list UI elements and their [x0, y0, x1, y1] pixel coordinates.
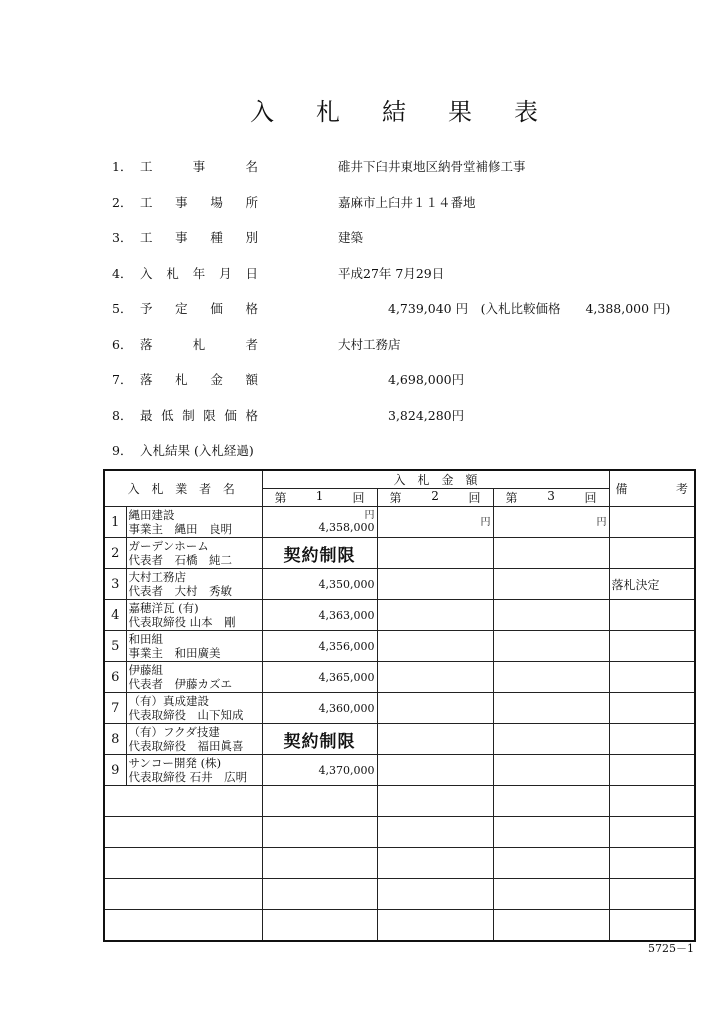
- empty-row: [104, 786, 695, 817]
- round-2-amount: [377, 538, 493, 569]
- round-3-amount: [493, 755, 609, 786]
- table-row: [104, 693, 695, 724]
- round-1-amount: 契約制限: [262, 724, 377, 755]
- table-row: [104, 755, 695, 786]
- table-row: [104, 724, 695, 755]
- header-bidder-name: 入 札 業 者 名: [104, 470, 262, 507]
- round-2-amount: [377, 569, 493, 600]
- info-item-number: 6．: [112, 336, 133, 352]
- info-item-label: 工 事 場 所: [140, 194, 258, 210]
- empty-cell: [493, 910, 609, 941]
- empty-cell: [493, 848, 609, 879]
- info-item: [112, 299, 712, 335]
- info-item-number: 2．: [112, 194, 133, 210]
- info-item-value: 4,698,000円: [338, 372, 465, 387]
- round-1-amount: 4,370,000: [262, 755, 377, 786]
- empty-cell: [493, 817, 609, 848]
- bidder-name: 縄田建設 事業主 縄田 良明: [126, 507, 262, 538]
- empty-row: [104, 848, 695, 879]
- round-3-amount: [493, 631, 609, 662]
- table-row: [104, 600, 695, 631]
- empty-cell: [493, 879, 609, 910]
- info-item-label: 工 事 名: [140, 159, 258, 174]
- empty-cell: [262, 817, 377, 848]
- empty-cell: [377, 848, 493, 879]
- round-3-amount: [493, 693, 609, 724]
- info-item-number: 1．: [112, 159, 133, 174]
- round-3-amount: [493, 662, 609, 693]
- info-item-label: 工 事 種 別: [140, 230, 258, 245]
- remarks: [609, 631, 695, 662]
- bidder-name: 和田組 事業主 和田廣美: [126, 631, 262, 662]
- info-item: [112, 335, 712, 371]
- info-item-label: 入札結果 (入札経過): [140, 443, 254, 458]
- info-item-value: 建築: [338, 230, 364, 245]
- remarks: [609, 600, 695, 631]
- remarks: [609, 755, 695, 786]
- header-remarks: [609, 470, 695, 507]
- bidder-name: 嘉穂洋瓦 (有) 代表取締役 山本 剛: [126, 600, 262, 631]
- round-1-amount: 契約制限: [262, 538, 377, 569]
- page-code: 5725－1: [648, 942, 694, 955]
- table-row: [104, 631, 695, 662]
- document-title: 入札結果表: [250, 98, 580, 126]
- table-row: [104, 538, 695, 569]
- empty-cell: [104, 817, 262, 848]
- header-remarks-2: 考: [676, 482, 689, 496]
- info-item: [112, 228, 712, 264]
- empty-cell: [609, 879, 695, 910]
- table-row: [104, 507, 695, 538]
- info-item-number: 3．: [112, 230, 133, 245]
- empty-cell: [493, 786, 609, 817]
- row-number: 1: [104, 507, 126, 538]
- round-2-amount: 円: [377, 507, 493, 538]
- row-number: 6: [104, 662, 126, 693]
- remarks: 落札決定: [609, 569, 695, 600]
- row-number: 4: [104, 600, 126, 631]
- bidder-name: （有）真成建設 代表取締役 山下知成: [126, 693, 262, 724]
- info-item-label: 予 定 価 格: [140, 301, 258, 316]
- round-3-amount: 円: [493, 507, 609, 538]
- round-1-amount: 4,350,000: [262, 569, 377, 600]
- info-item-value: 3,824,280円: [338, 407, 465, 423]
- info-item: [112, 370, 712, 406]
- round-2-amount: [377, 631, 493, 662]
- empty-cell: [609, 817, 695, 848]
- info-item-value: 大村工務店: [338, 336, 401, 352]
- info-item-label: 落 札 者: [140, 336, 258, 352]
- info-item-label: 落 札 金 額: [140, 372, 258, 387]
- remarks: [609, 507, 695, 538]
- info-item-number: 5．: [112, 301, 133, 316]
- bidder-name: サンコー開発 (株) 代表取締役 石井 広明: [126, 755, 262, 786]
- info-item-number: 9．: [112, 443, 133, 458]
- table-row: [104, 662, 695, 693]
- bid-results-table: [103, 469, 696, 942]
- row-number: 7: [104, 693, 126, 724]
- info-item-number: 7．: [112, 372, 133, 387]
- round-2-amount: [377, 662, 493, 693]
- remarks: [609, 662, 695, 693]
- round-2-amount: [377, 755, 493, 786]
- round-1-amount: 4,360,000: [262, 693, 377, 724]
- round-2-amount: [377, 600, 493, 631]
- round-3-amount: [493, 569, 609, 600]
- info-item-value: 嘉麻市上臼井１１４番地: [338, 194, 476, 210]
- empty-row: [104, 817, 695, 848]
- table-row: [104, 569, 695, 600]
- empty-cell: [377, 817, 493, 848]
- bidder-name: （有）フクダ技建 代表取締役 福田眞喜: [126, 724, 262, 755]
- info-item-label: 最 低 制 限 価 格: [140, 407, 258, 423]
- header-round-1: 第 1 回: [262, 489, 377, 507]
- info-item-label: 入 札 年 月 日: [140, 265, 258, 281]
- row-number: 9: [104, 755, 126, 786]
- empty-cell: [262, 879, 377, 910]
- round-3-amount: [493, 724, 609, 755]
- empty-cell: [377, 910, 493, 941]
- bidder-name: 伊藤組 代表者 伊藤カズエ: [126, 662, 262, 693]
- empty-cell: [104, 848, 262, 879]
- row-number: 5: [104, 631, 126, 662]
- info-item-value: 平成27年 7月29日: [338, 265, 445, 281]
- empty-row: [104, 879, 695, 910]
- remarks: [609, 693, 695, 724]
- row-number: 8: [104, 724, 126, 755]
- empty-cell: [262, 910, 377, 941]
- round-2-amount: [377, 724, 493, 755]
- row-number: 2: [104, 538, 126, 569]
- header-bid-amount: 入 札 金 額: [262, 470, 609, 489]
- remarks: [609, 724, 695, 755]
- row-number: 3: [104, 569, 126, 600]
- round-2-amount: [377, 693, 493, 724]
- empty-cell: [609, 786, 695, 817]
- empty-cell: [262, 786, 377, 817]
- info-item-value: 碓井下臼井東地区納骨堂補修工事: [338, 159, 526, 174]
- empty-cell: [104, 879, 262, 910]
- empty-cell: [609, 848, 695, 879]
- round-1-amount: 4,356,000: [262, 631, 377, 662]
- empty-cell: [377, 879, 493, 910]
- round-3-amount: [493, 600, 609, 631]
- round-1-amount: 4,365,000: [262, 662, 377, 693]
- empty-cell: [262, 848, 377, 879]
- empty-row: [104, 910, 695, 941]
- info-item-value: 4,739,040 円 (入札比較価格 4,388,000 円): [338, 301, 671, 316]
- header-remarks-1: 備: [615, 482, 628, 496]
- empty-cell: [377, 786, 493, 817]
- empty-cell: [104, 910, 262, 941]
- header-round-3: 第 3 回: [493, 489, 609, 507]
- bidder-name: ガーデンホーム 代表者 石橋 純二: [126, 538, 262, 569]
- round-3-amount: [493, 538, 609, 569]
- empty-cell: [104, 786, 262, 817]
- round-1-amount: 4,363,000: [262, 600, 377, 631]
- project-info-list: [112, 157, 712, 477]
- info-item: [112, 193, 712, 229]
- info-item: [112, 157, 712, 193]
- info-item: [112, 406, 712, 442]
- info-item-number: 4．: [112, 265, 133, 281]
- empty-cell: [609, 910, 695, 941]
- round-1-amount: 円 4,358,000: [262, 507, 377, 538]
- bidder-name: 大村工務店 代表者 大村 秀敏: [126, 569, 262, 600]
- header-round-2: 第 2 回: [377, 489, 493, 507]
- info-item-number: 8．: [112, 407, 133, 423]
- info-item: [112, 264, 712, 300]
- remarks: [609, 538, 695, 569]
